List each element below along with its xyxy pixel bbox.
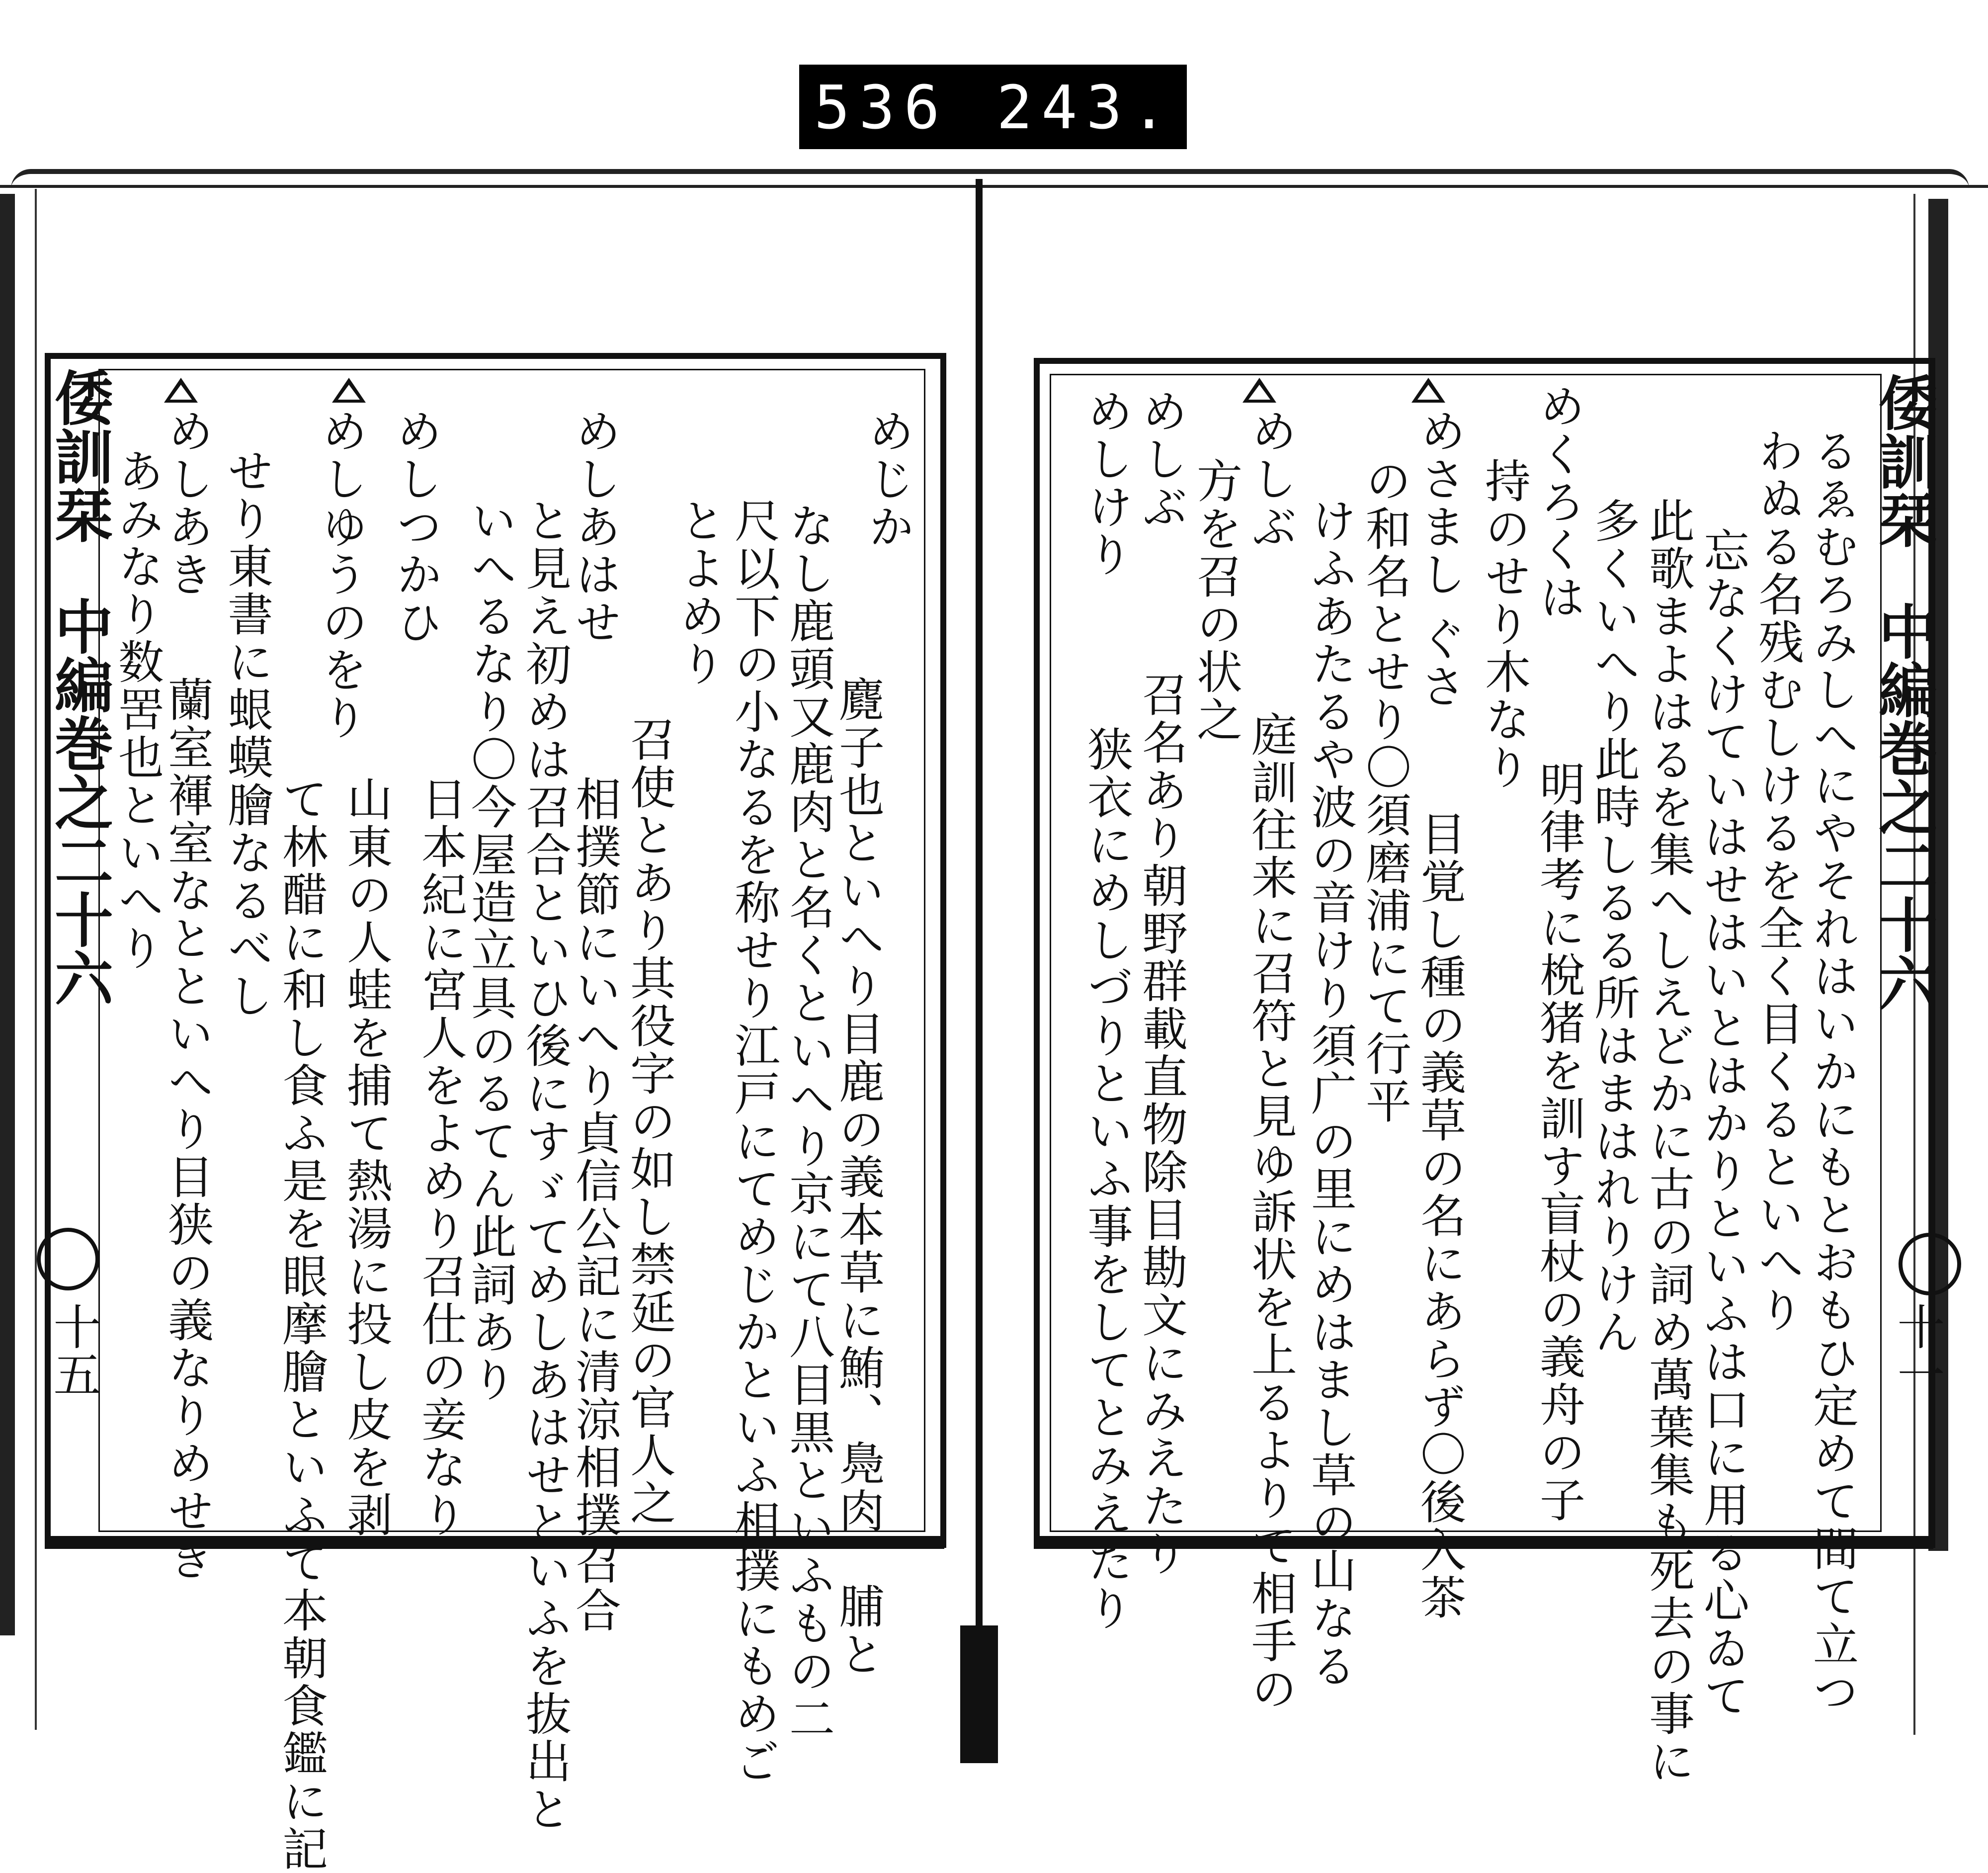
left-col-19: あみなり数罟也といへり — [111, 447, 164, 972]
right-entry-marker-2 — [1242, 378, 1276, 403]
left-page-subtitle — [45, 596, 114, 1007]
right-col-3: 忘なくけていはせはいとはかりといふは口に用る心ゐて — [1696, 527, 1749, 1720]
page-number-label — [799, 65, 1187, 149]
right-col-15: 方を召の状之 — [1189, 457, 1242, 744]
right-page-subtitle — [1869, 601, 1938, 1012]
right-page-number: 243. — [996, 74, 1176, 143]
left-col-10: いへるなり〇今屋造立具のるてん此詞あり — [464, 497, 517, 1404]
right-col-5: 多くいへり此時しるる所はまはれりけん — [1587, 497, 1640, 1356]
right-col-10: 目覚し種の義草の名にあらず〇後入茶 — [1413, 810, 1466, 1621]
left-col-7: めしあはせ — [568, 408, 621, 646]
right-col-13: めしぶ — [1244, 408, 1297, 551]
left-page-title — [45, 368, 114, 544]
left-col-5: とよめり — [672, 497, 726, 688]
right-col-6: めくろくは — [1532, 383, 1585, 621]
right-col-16: めしぶ — [1135, 388, 1188, 531]
right-col-14: 庭訓往来に召符と見ゆ訴状を上るよりて相手の — [1244, 711, 1297, 1713]
right-col-17: 召名あり朝野群載直物除目勘文にみえたり — [1135, 671, 1188, 1578]
right-col-7: 明律考に梲猪を訓す盲杖の義舟の子 — [1532, 761, 1585, 1524]
left-col-6: 召使とあり其役字の如し禁延の官人之 — [623, 716, 676, 1527]
right-folio-circle — [1899, 1233, 1961, 1295]
right-col-11: の和名とせり〇須磨浦にて行平 — [1358, 457, 1411, 1125]
left-folio-circle — [37, 1228, 99, 1290]
right-col-19: 狭衣にめしづりといふ事をしてとみえたり — [1080, 726, 1133, 1632]
left-title-text: 倭訓栞 — [45, 368, 114, 544]
left-col-2: 麑子也といへり目鹿の義本草に鮪、鳧肉、脯と — [831, 676, 885, 1678]
right-page-title — [1869, 373, 1938, 549]
right-col-1: るゑむろみしへにやそれはいかにもとおもひ定めて間て立つ — [1806, 427, 1859, 1716]
left-col-13: 山東の人蛙を捕て熱湯に投し皮を剥 — [339, 775, 393, 1539]
left-col-8: 相撲節にいへり貞信公記に清涼相撲召合 — [568, 775, 621, 1634]
left-col-15: て林醋に和し食ふ是を眼摩膾といふて本朝食鑑に記 — [275, 775, 328, 1873]
left-binding-edge — [0, 194, 15, 1635]
left-col-14: めしゆうのをり — [315, 408, 368, 742]
left-col-11: 日本紀に宮人をよめり召仕の妾なり — [414, 775, 467, 1539]
right-col-4: 此歌まよはるを集へしえどかに古の詞め萬葉集も死去の事に — [1642, 497, 1695, 1786]
left-col-3: なし鹿頭又鹿肉と名くといへり京にて八目黒といふもの二 — [782, 502, 835, 1743]
right-folio: 十一 — [1890, 1302, 1945, 1398]
spine-bottom-mark — [960, 1625, 998, 1763]
right-col-9: めさまし ぐさ — [1413, 408, 1466, 711]
left-page-number: 536 — [814, 74, 949, 143]
book-spine — [976, 179, 983, 1690]
right-entry-marker-1 — [1411, 378, 1445, 403]
left-col-4: 尺以下の小なるを称せり江戸にてめじかといふ相撲にもめご — [727, 497, 780, 1786]
left-col-16: せり東書に蛝蟆膾なるべし — [220, 447, 273, 1020]
left-subtitle-text: 中編巻之二十六 — [45, 596, 114, 1007]
left-page-edge — [35, 189, 37, 1730]
right-col-8: 持のせり木なり — [1478, 457, 1531, 791]
right-subtitle-text: 中編巻之二十六 — [1869, 601, 1938, 1012]
left-entry-marker-2 — [164, 378, 198, 403]
left-col-1: めじか — [861, 408, 914, 551]
left-col-18: 蘭室褌室なとといへり目狭の義なりめせき — [161, 676, 214, 1583]
left-folio: 十五 — [46, 1302, 101, 1398]
left-col-9: と見え初めは召合といひ後にすゞてめしあはせといふを抜出と — [518, 497, 572, 1833]
right-col-18: めしけり — [1080, 388, 1133, 579]
right-col-12: けふあたるや波の音けり須广の里にめはまし草の山なる — [1304, 497, 1357, 1690]
left-col-12: めしつかひ — [389, 408, 442, 646]
left-col-17: めしあき — [161, 408, 214, 598]
right-col-2: わぬる名残むしけるを全く目くるといへり — [1751, 427, 1804, 1334]
left-entry-marker-1 — [332, 378, 366, 403]
right-title-text: 倭訓栞 — [1869, 373, 1938, 549]
